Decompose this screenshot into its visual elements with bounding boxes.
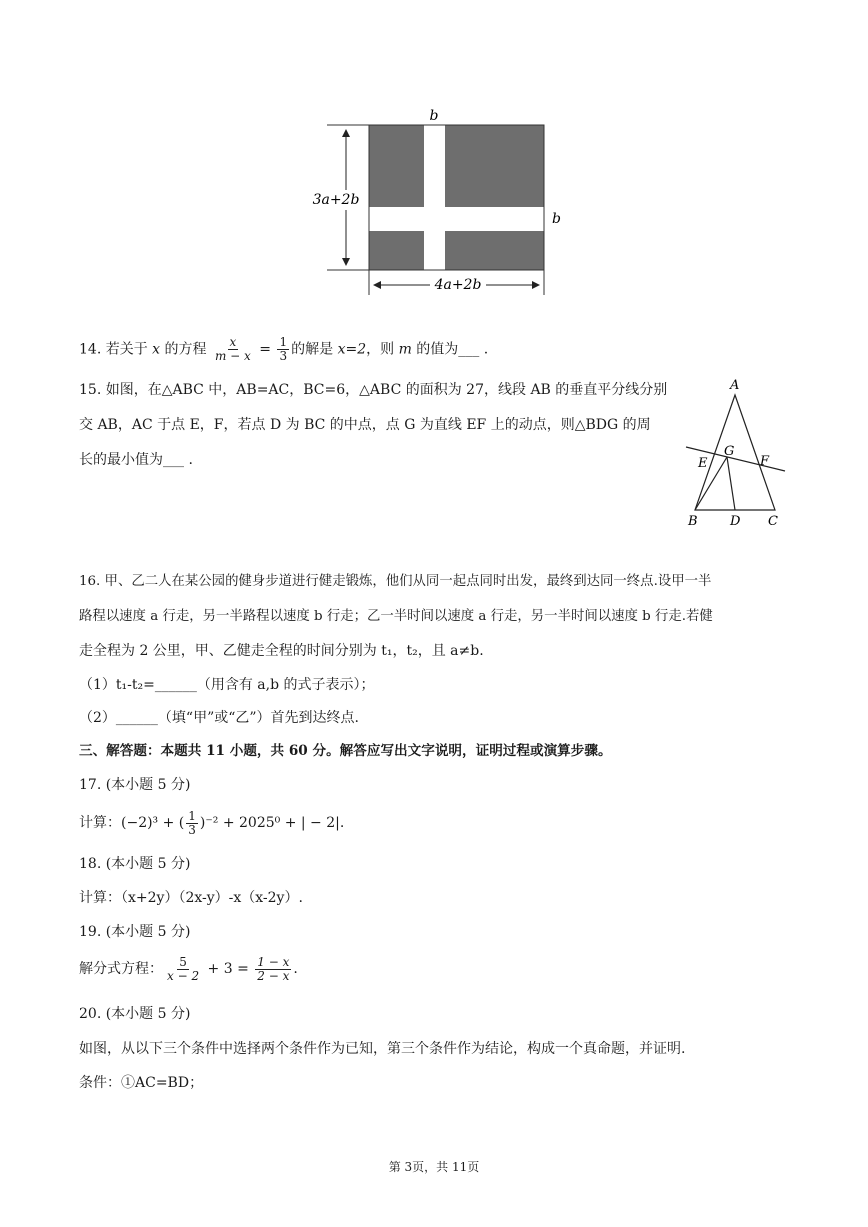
q14-prefix: 14. 若关于 bbox=[79, 341, 153, 358]
q17-fraction bbox=[186, 810, 198, 837]
question-19-body bbox=[79, 954, 298, 984]
point-e: E bbox=[698, 456, 708, 471]
q19-prefix: 解分式方程： bbox=[79, 961, 163, 977]
q14-equals: = bbox=[254, 341, 276, 358]
q14-fraction-1 bbox=[213, 336, 253, 363]
question-16-sub-1: （1）t₁-t₂=______（用含有 a,b 的式子表示）； bbox=[79, 677, 375, 693]
question-16-line-3: 走全程为 2 公里，甲、乙健走全程的时间分别为 t₁，t₂，且 a≠b. bbox=[79, 643, 484, 659]
q19-fraction-1 bbox=[165, 956, 201, 983]
question-17-header: 17. (本小题 5 分) bbox=[79, 777, 191, 793]
q14-mid1: 的方程 bbox=[160, 341, 211, 358]
question-16-line-2: 路程以速度 a 行走，另一半路程以速度 b 行走；乙一半时间以速度 a 行走，另一半时间以速度 b 行走.若健 bbox=[79, 609, 713, 624]
q14-fraction-2 bbox=[277, 336, 289, 363]
question-14 bbox=[79, 336, 488, 363]
question-18-body: 计算：（x+2y）（2x-y）-x（x-2y）. bbox=[79, 890, 303, 906]
triangle-figure bbox=[680, 375, 800, 530]
block-bottom-left bbox=[369, 231, 424, 270]
q14-var-m: m bbox=[398, 341, 412, 358]
rectangle-road-figure bbox=[300, 100, 580, 300]
q17-expr-b: )⁻² + 2025⁰ + | − 2|. bbox=[199, 815, 345, 831]
section-3-heading: 三、解答题：本题共 11 小题，共 60 分。解答应写出文字说明，证明过程或演算步骤。 bbox=[79, 743, 612, 759]
question-20-condition: 条件：①AC=BD； bbox=[79, 1075, 204, 1091]
question-15-line-2: 交 AB，AC 于点 E，F，若点 D 为 BC 的中点，点 G 为直线 EF 上的动点，则△BDG 的周 bbox=[79, 417, 651, 433]
question-19-header: 19. (本小题 5 分) bbox=[79, 924, 191, 940]
label-top-b: b bbox=[429, 108, 439, 124]
point-b: B bbox=[688, 514, 698, 529]
block-top-right bbox=[445, 125, 544, 207]
q19-f2-den: 2 − x bbox=[257, 968, 290, 983]
label-right-b: b bbox=[552, 211, 561, 227]
question-15-line-3: 长的最小值为___ . bbox=[79, 452, 193, 468]
q19-f1-num: 5 bbox=[179, 954, 187, 969]
page-footer: 第 3页，共 11页 bbox=[388, 1160, 480, 1174]
q19-f1-den: x − 2 bbox=[167, 968, 200, 983]
point-d: D bbox=[730, 514, 741, 529]
q17-frac-den: 3 bbox=[188, 822, 196, 837]
question-17-body bbox=[79, 808, 344, 838]
point-c: C bbox=[768, 514, 778, 529]
q14-frac1-num: x bbox=[229, 335, 237, 349]
q14-frac2-num: 1 bbox=[279, 335, 288, 349]
q17-prefix: 计算： bbox=[79, 815, 121, 831]
point-g: G bbox=[724, 444, 735, 459]
q14-solution: x=2 bbox=[337, 341, 367, 358]
label-width: 4a+2b bbox=[434, 277, 482, 293]
question-16-sub-2: （2）______（填“甲”或“乙”）首先到达终点. bbox=[79, 710, 359, 726]
q19-f2-num: 1 − x bbox=[257, 954, 290, 969]
q19-mid: + 3 = bbox=[203, 961, 254, 977]
q19-fraction-2 bbox=[255, 956, 291, 983]
question-20-body: 如图，从以下三个条件中选择两个条件作为已知，第三个条件作为结论，构成一个真命题，并证明. bbox=[79, 1041, 686, 1057]
q17-frac-num: 1 bbox=[188, 808, 196, 823]
q14-frac1-den: m − x bbox=[214, 349, 251, 363]
q14-suffix: 的值为___ . bbox=[411, 341, 489, 358]
block-top-left bbox=[369, 125, 424, 207]
q14-mid2: 的解是 bbox=[291, 341, 338, 358]
q14-frac2-den: 3 bbox=[279, 349, 288, 363]
q17-expr-a: (−2)³ + ( bbox=[121, 815, 185, 831]
question-15-line-1: 15. 如图，在△ABC 中，AB=AC，BC=6，△ABC 的面积为 27，线段 AB 的垂直平分线分别 bbox=[79, 382, 668, 398]
label-height: 3a+2b bbox=[312, 192, 360, 208]
question-18-header: 18. (本小题 5 分) bbox=[79, 856, 191, 872]
question-16-line-1: 16. 甲、乙二人在某公园的健身步道进行健走锻炼，他们从同一起点同时出发，最终到达同一终点.设甲一半 bbox=[79, 574, 712, 589]
segment-gd bbox=[727, 457, 735, 510]
question-20-header: 20. (本小题 5 分) bbox=[79, 1006, 191, 1022]
block-bottom-right bbox=[445, 231, 544, 270]
q14-var-x: x bbox=[152, 341, 161, 358]
point-a: A bbox=[730, 378, 740, 393]
q14-mid3: ，则 bbox=[366, 341, 399, 358]
point-f: F bbox=[760, 454, 770, 469]
q19-end: . bbox=[293, 961, 298, 977]
